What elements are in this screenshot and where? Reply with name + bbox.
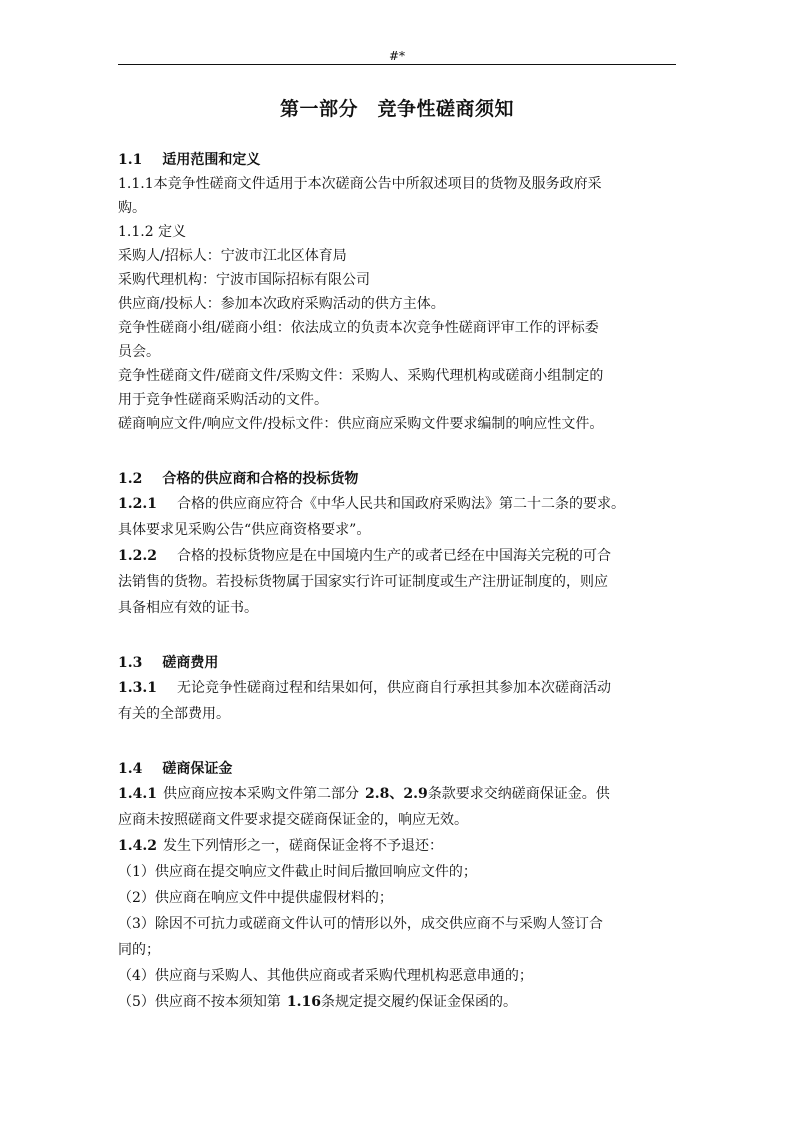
header-rule xyxy=(118,64,676,65)
clause-number: 1.4.2 xyxy=(118,838,157,854)
header-mark: #* xyxy=(388,49,406,63)
list-item: （2）供应商在响应文件中提供虚假材料的； xyxy=(118,890,393,906)
heading-number: 1.3 xyxy=(118,655,143,671)
list-item-text: （5）供应商不按本须知第 xyxy=(118,994,281,1010)
clause-reference: 1.16 xyxy=(286,994,322,1010)
paragraph: 购。 xyxy=(118,200,146,216)
section-heading-1-2 xyxy=(118,467,682,491)
clause-1-4-2 xyxy=(118,833,682,859)
document-body xyxy=(118,148,682,1015)
clause-number: 1.4.1 xyxy=(118,786,157,802)
clause-1-4-1 xyxy=(118,781,682,807)
heading-text: 合格的供应商和合格的投标货物 xyxy=(162,471,359,487)
list-item-text: 条规定提交履约保证金保函的。 xyxy=(321,994,518,1010)
list-item: （4）供应商与采购人、其他供应商或者采购代理机构恶意串通的； xyxy=(118,968,533,984)
clause-number: 1.2.1 xyxy=(118,496,157,512)
clause-text: 发生下列情形之一，磋商保证金将不予退还： xyxy=(162,838,443,854)
clause-text: 供应商应按本采购文件第二部分 xyxy=(162,786,359,802)
clause-text: 合格的投标货物应是在中国境内生产的或者已经在中国海关完税的可合 xyxy=(176,548,611,564)
paragraph: 有关的全部费用。 xyxy=(118,706,230,722)
clause-number: 1.2.2 xyxy=(118,548,157,564)
definition-supplier: 供应商/投标人：参加本次政府采购活动的供方主体。 xyxy=(118,296,445,312)
list-item-cont: 同的； xyxy=(118,942,160,958)
definition-panel-cont: 员会。 xyxy=(118,344,160,360)
paragraph: 1.1.2 定义 xyxy=(118,224,187,240)
heading-number: 1.2 xyxy=(118,471,143,487)
clause-text: 无论竞争性磋商过程和结果如何，供应商自行承担其参加本次磋商活动 xyxy=(176,680,611,696)
clause-1-3-1 xyxy=(118,675,682,701)
paragraph: 具备相应有效的证书。 xyxy=(118,600,258,616)
paragraph: 应商未按照磋商文件要求提交磋商保证金的，响应无效。 xyxy=(118,812,468,828)
list-item: （3）除因不可抗力或磋商文件认可的情形以外，成交供应商不与采购人签订合 xyxy=(118,916,603,932)
heading-number: 1.4 xyxy=(118,761,143,777)
clause-number: 1.3.1 xyxy=(118,680,157,696)
paragraph: 1.1.1本竞争性磋商文件适用于本次磋商公告中所叙述项目的货物及服务政府采 xyxy=(118,176,602,192)
definition-response: 磋商响应文件/响应文件/投标文件：供应商应采购文件要求编制的响应性文件。 xyxy=(118,416,604,432)
definition-agency: 采购代理机构：宁波市国际招标有限公司 xyxy=(118,272,370,288)
definition-documents: 竞争性磋商文件/磋商文件/采购文件：采购人、采购代理机构或磋商小组制定的 xyxy=(118,368,604,384)
list-item xyxy=(118,989,682,1015)
heading-text: 磋商保证金 xyxy=(162,761,233,777)
list-item: （1）供应商在提交响应文件截止时间后撤回响应文件的； xyxy=(118,864,477,880)
section-heading-1-4 xyxy=(118,757,682,781)
clause-text: 条款要求交纳磋商保证金。供 xyxy=(427,786,610,802)
clause-reference: 2.8、2.9 xyxy=(364,786,428,802)
heading-text: 适用范围和定义 xyxy=(162,152,261,168)
heading-text: 磋商费用 xyxy=(162,655,219,671)
clause-1-2-2 xyxy=(118,543,682,569)
paragraph: 法销售的货物。若投标货物属于国家实行许可证制度或生产注册证制度的，则应 xyxy=(118,574,608,590)
clause-text: 合格的供应商应符合《中华人民共和国政府采购法》第二十二条的要求。 xyxy=(176,496,625,512)
section-heading-1-3 xyxy=(118,651,682,675)
page-title: 第一部分 竞争性磋商须知 xyxy=(279,98,514,120)
paragraph: 具体要求见采购公告“供应商资格要求”。 xyxy=(118,522,371,538)
clause-1-2-1 xyxy=(118,491,682,517)
section-heading-1-1 xyxy=(118,148,682,172)
heading-number: 1.1 xyxy=(118,152,143,168)
definition-documents-cont: 用于竞争性磋商采购活动的文件。 xyxy=(118,392,328,408)
definition-panel: 竞争性磋商小组/磋商小组：依法成立的负责本次竞争性磋商评审工作的评标委 xyxy=(118,320,599,336)
definition-purchaser: 采购人/招标人：宁波市江北区体育局 xyxy=(118,248,347,264)
